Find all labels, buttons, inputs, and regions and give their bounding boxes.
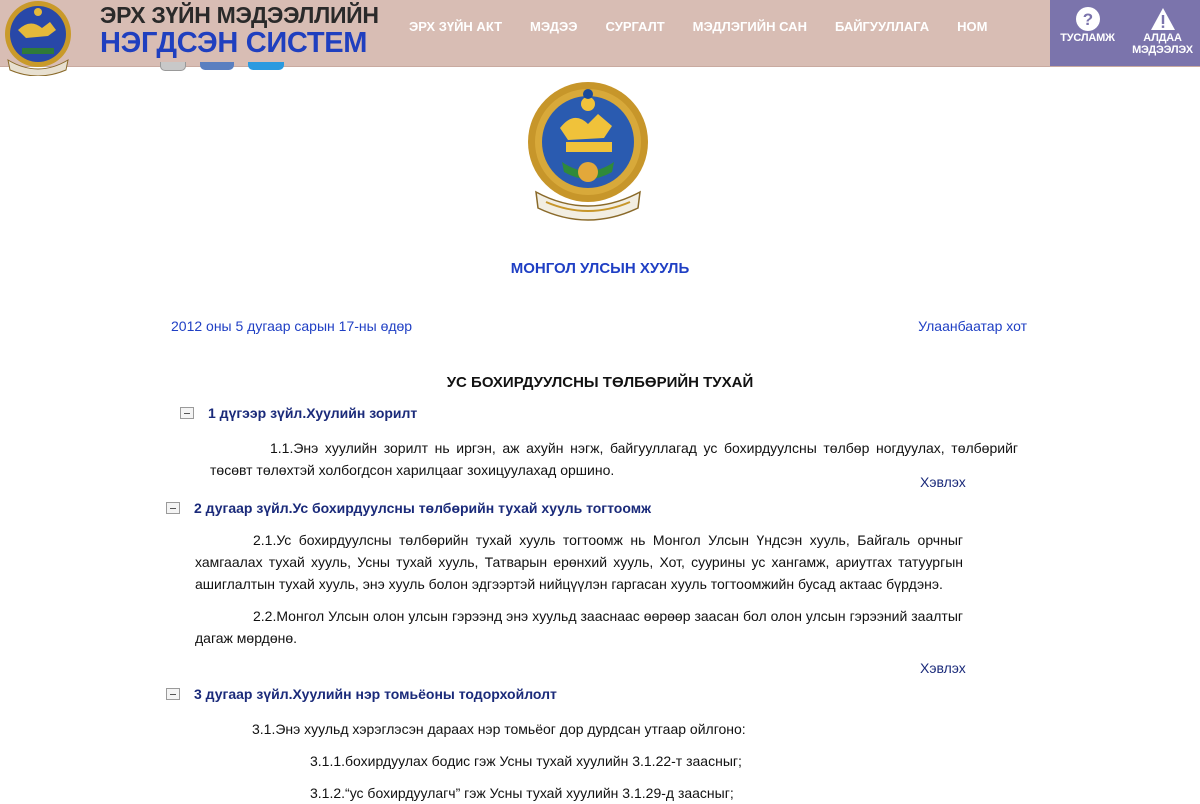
article-3-paragraph-1: 3.1.Энэ хуульд хэрэглэсэн дараах нэр томьёог дор дурдсан утгаар ойлгоно:	[252, 721, 746, 737]
share-email-icon[interactable]	[160, 62, 186, 71]
share-facebook-icon[interactable]	[200, 62, 234, 70]
article-2-paragraph-2: 2.2.Монгол Улсын олон улсын гэрээнд энэ хуульд зааснаас өөрөөр заасан бол олон улсын гэрээний заалтыг дагаж мөрдөнө.	[195, 608, 963, 646]
article-3-item-1: 3.1.1.бохирдуулах бодис гэж Усны тухай хуулийн 3.1.22-т заасныг;	[310, 753, 742, 769]
svg-text:?: ?	[1082, 10, 1093, 29]
nav-item-legal-acts[interactable]: ЭРХ ЗҮЙН АКТ	[409, 18, 503, 34]
article-3-title[interactable]: 3 дугаар зүйл.Хуулийн нэр томьёоны тодорхойлолт	[194, 686, 557, 702]
collapse-icon[interactable]	[166, 502, 180, 514]
share-strip	[160, 62, 284, 74]
nav-item-news[interactable]: МЭДЭЭ	[530, 18, 578, 34]
nav-item-organizations[interactable]: БАЙГУУЛЛАГА	[834, 18, 930, 34]
report-error-label-2: МЭДЭЭЛЭХ	[1132, 44, 1193, 56]
top-bar	[0, 0, 1200, 67]
print-link[interactable]: Хэвлэх	[920, 660, 966, 676]
collapse-icon[interactable]	[166, 688, 180, 700]
brand[interactable]	[100, 4, 379, 58]
report-error-button[interactable]	[1125, 0, 1200, 66]
article-3-heading	[166, 686, 557, 702]
report-error-label-1: АЛДАА	[1143, 32, 1182, 44]
help-label: ТУСЛАМЖ	[1060, 32, 1115, 44]
law-type: МОНГОЛ УЛСЫН ХУУЛЬ	[510, 260, 690, 277]
help-panel	[1050, 0, 1200, 66]
collapse-icon[interactable]	[180, 407, 194, 419]
article-1-paragraph: 1.1.Энэ хуулийн зорилт нь иргэн, аж ахуйн нэгж, байгууллагад ус бохирдуулсны төлбөр ногдуулах, төлбөрийг төсөвт төлөхтэй холбогдсон харилцааг зохицуулахад оршино.	[210, 440, 1018, 478]
nav-item-books[interactable]: НОМ	[957, 18, 988, 34]
article-2-heading	[166, 500, 651, 516]
article-1-heading	[180, 405, 417, 421]
law-date: 2012 оны 5 дугаар сарын 17-ны өдөр	[171, 318, 413, 334]
help-button[interactable]	[1050, 0, 1125, 66]
nav-item-training[interactable]: СУРГАЛТ	[605, 18, 665, 34]
print-link[interactable]: Хэвлэх	[920, 474, 966, 490]
brand-line2: НЭГДСЭН СИСТЕМ	[100, 27, 368, 59]
share-twitter-icon[interactable]	[248, 62, 284, 70]
state-emblem-logo-icon[interactable]	[0, 0, 76, 76]
article-1-title[interactable]: 1 дүгээр зүйл.Хуулийн зорилт	[208, 405, 418, 421]
article-3-item-2: 3.1.2.“ус бохирдуулагч” гэж Усны тухай хуулийн 3.1.29-д заасныг;	[310, 785, 734, 801]
nav-item-knowledge-base[interactable]: МЭДЛЭГИЙН САН	[692, 18, 807, 34]
article-2-paragraph-1: 2.1.Ус бохирдуулсны төлбөрийн тухай хууль тогтоомж нь Монгол Улсын Үндсэн хууль, Байгаль орчныг хамгаалах тухай хууль, Усны тухай хууль, Татварын ерөнхий хууль, Хот, суурины ус хангамж, ариутгах татуургын ашиглалтын тухай хууль, энэ хууль болон эдгээртэй нийцүүлэн гаргасан хууль тогтоомжийн бусад актаас бүрдэнэ.	[195, 532, 963, 592]
law-title: УС БОХИРДУУЛСНЫ ТӨЛБӨРИЙН ТУХАЙ	[446, 374, 754, 391]
article-2-title[interactable]: 2 дугаар зүйл.Ус бохирдуулсны төлбөрийн тухай хууль тогтоомж	[194, 500, 652, 516]
warning-icon	[1150, 6, 1176, 32]
state-emblem-icon	[526, 80, 650, 230]
law-place: Улаанбаатар хот	[918, 318, 1027, 334]
help-icon	[1075, 6, 1101, 32]
main-nav	[395, 0, 1002, 52]
brand-line1: ЭРХ ЗҮЙН МЭДЭЭЛЛИЙН	[100, 2, 379, 28]
